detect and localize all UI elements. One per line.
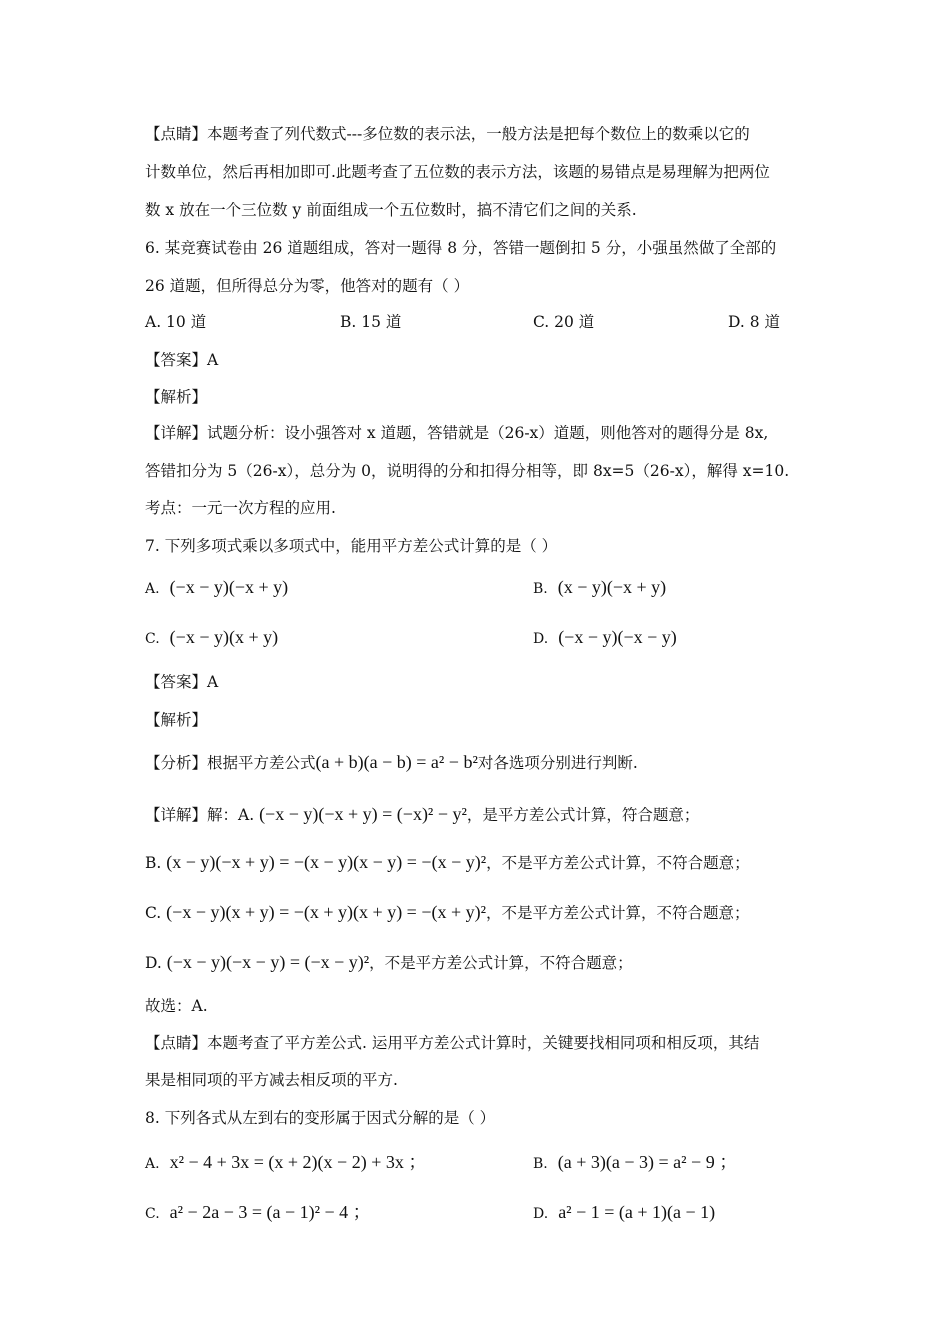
q7-detail-d-formula: (−x − y)(−x − y) = (−x − y)²	[166, 952, 370, 972]
q7-choice: 故选：A.	[145, 997, 208, 1015]
q7-fenxi-post: 对各选项分别进行判断.	[477, 754, 638, 772]
q6-option-d: D. 8 道	[728, 313, 781, 331]
q7-analysis: 【解析】	[145, 711, 208, 729]
q8-option-d-expr: a² − 1 = (a + 1)(a − 1)	[558, 1202, 716, 1222]
q7-detail-d-post: ，不是平方差公式计算，不符合题意；	[369, 954, 633, 972]
q7-detail-b-post: ，不是平方差公式计算，不符合题意；	[486, 854, 750, 872]
q8-option-b-label: B.	[533, 1156, 548, 1172]
q6-option-b: B. 15 道	[340, 313, 402, 331]
q8-option-a-expr: x² − 4 + 3x = (x + 2)(x − 2) + 3x ；	[169, 1152, 427, 1172]
q7-stem: 7. 下列多项式乘以多项式中，能用平方差公式计算的是（ ）	[145, 537, 558, 555]
q7-option-b-label: B.	[533, 581, 548, 597]
q6-option-c: C. 20 道	[533, 313, 595, 331]
q7-option-d	[533, 627, 677, 649]
q6-stem-1: 6. 某竞赛试卷由 26 道题组成，答对一题得 8 分，答错一题倒扣 5 分，小强虽然做了全部的	[145, 239, 777, 257]
q7-option-d-expr: (−x − y)(−x − y)	[558, 627, 677, 647]
q7-comment-2: 果是相同项的平方减去相反项的平方.	[145, 1071, 398, 1089]
q8-option-c-label: C.	[145, 1206, 160, 1222]
q6-analysis: 【解析】	[145, 388, 208, 406]
q7-fenxi	[145, 752, 638, 773]
q7-detail-d	[145, 952, 633, 973]
q7-option-c-label: C.	[145, 631, 160, 647]
comment-line-2: 计数单位，然后再相加即可.此题考查了五位数的表示方法，该题的易错点是易理解为把两位	[145, 163, 770, 181]
q7-detail-a-formula: (−x − y)(−x + y) = (−x)² − y²	[259, 804, 467, 824]
q7-detail-b-formula: (x − y)(−x + y) = −(x − y)(x − y) = −(x − y)²	[166, 852, 487, 872]
q6-answer: 【答案】A	[145, 351, 219, 369]
q7-answer: 【答案】A	[145, 673, 219, 691]
q8-option-b-expr: (a + 3)(a − 3) = a² − 9 ；	[557, 1152, 738, 1172]
q6-detail-3: 考点：一元一次方程的应用.	[145, 499, 336, 517]
q7-option-b-expr: (x − y)(−x + y)	[557, 577, 667, 597]
q7-detail-c-post: ，不是平方差公式计算，不符合题意；	[486, 904, 750, 922]
q6-detail-2: 答错扣分为 5（26-x），总分为 0，说明得的分和扣得分相等，即 8x=5（26-x），解得 x=10.	[145, 462, 790, 480]
q7-detail-b	[145, 852, 750, 873]
q7-fenxi-formula: (a + b)(a − b) = a² − b²	[315, 752, 478, 772]
q7-option-b	[533, 577, 666, 599]
q7-option-a-label: A.	[145, 581, 160, 597]
q7-detail-c	[145, 902, 750, 923]
q7-detail-d-pre: D.	[145, 954, 162, 972]
q7-option-c-expr: (−x − y)(x + y)	[169, 627, 279, 647]
q7-detail-b-pre: B.	[145, 854, 162, 872]
q7-detail-a-post: ，是平方差公式计算，符合题意；	[466, 806, 700, 824]
q7-fenxi-pre: 【分析】根据平方差公式	[145, 754, 316, 772]
q8-option-a	[145, 1152, 426, 1174]
q6-option-a: A. 10 道	[145, 313, 207, 331]
q8-option-c-expr: a² − 2a − 3 = (a − 1)² − 4 ；	[169, 1202, 371, 1222]
q6-detail-1: 【详解】试题分析：设小强答对 x 道题，答错就是（26-x）道题，则他答对的题得分是 8x,	[145, 424, 769, 442]
q7-option-a-expr: (−x − y)(−x + y)	[169, 577, 289, 597]
q7-option-a	[145, 577, 288, 599]
q8-option-a-label: A.	[145, 1156, 160, 1172]
q7-detail-c-pre: C.	[145, 904, 162, 922]
comment-line-3: 数 x 放在一个三位数 y 前面组成一个五位数时，搞不清它们之间的关系.	[145, 201, 637, 219]
q8-option-d	[533, 1202, 715, 1224]
q7-detail-a-pre: 【详解】解：A.	[145, 806, 255, 824]
q8-option-d-label: D.	[533, 1206, 549, 1222]
q7-comment-1: 【点睛】本题考查了平方差公式. 运用平方差公式计算时，关键要找相同项和相反项，其结	[145, 1034, 760, 1052]
q8-option-c	[145, 1202, 371, 1224]
q7-detail-c-formula: (−x − y)(x + y) = −(x + y)(x + y) = −(x + y)²	[166, 902, 487, 922]
q6-stem-2: 26 道题，但所得总分为零，他答对的题有（ ）	[145, 277, 470, 295]
q8-option-b	[533, 1152, 737, 1174]
comment-line-1: 【点睛】本题考查了列代数式---多位数的表示法，一般方法是把每个数位上的数乘以它的	[145, 125, 750, 143]
q8-stem: 8. 下列各式从左到右的变形属于因式分解的是（ ）	[145, 1109, 496, 1127]
q7-option-d-label: D.	[533, 631, 549, 647]
q7-option-c	[145, 627, 278, 649]
q7-detail-a	[145, 804, 699, 825]
